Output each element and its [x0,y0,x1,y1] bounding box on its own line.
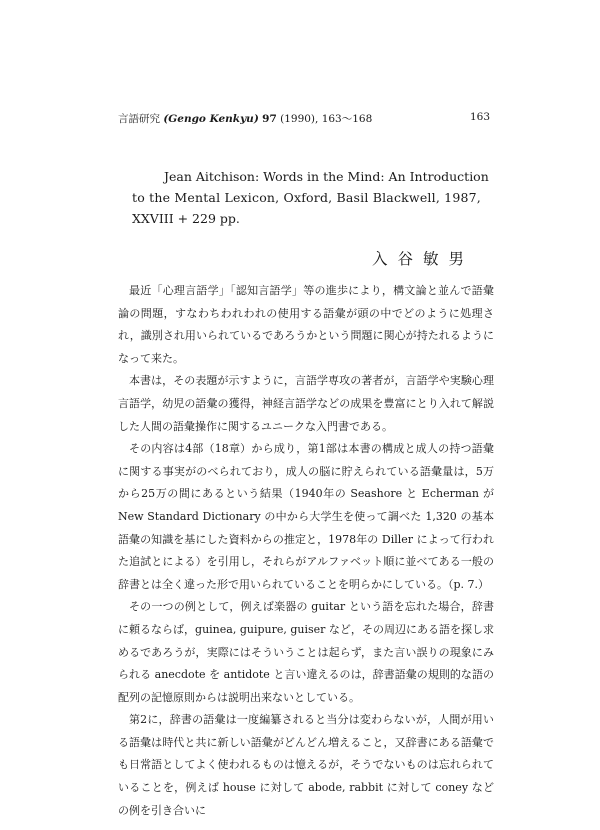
page-number: 163 [469,111,490,123]
journal-name-roman: (Gengo Kenkyu) [163,113,259,125]
paragraph: 最近「心理言語学」「認知言語学」等の進歩により，構文論と並んで語彙論の問題，すなわちわれわれの使用する語彙が頭の中でどのように処理され，識別され用いられているであろうかという問題に関心が持たれるようになって来た。 [118,284,494,365]
reviewer-name: 入谷敏男 [372,250,475,268]
paragraph: 本書は，その表題が示すように，言語学専攻の著者が，言語学や実験心理言語学，幼児の語彙の獲得，神経言語学などの成果を豊富にとり入れて解説した人間の語彙操作に関するユニークな入門書である。 [118,374,494,433]
volume-number: 97 [262,113,277,125]
paragraph: その内容は4部（18章）から成り，第1部は本書の構成と成人の持つ語彙に関する事実がのべられており，成人の脳に貯えられている語彙量は，5万から25万の間にあるという結果（1940年の Seashore と Echerman が New Standard Dictionary の中から大学生を使って調べた 1,320 の基本語彙の知識を基にした資料からの推定と，1978年の Diller によって行われた追試とによる）を引用し，それらがアルファベット順に並べてある一般の辞書とは全く違った形で用いられていることを明らかにしている。（p. 7.） [118,442,494,591]
journal-name-jp: 言語研究 [118,113,160,125]
review-body [118,280,494,822]
year-pages: (1990), 163～168 [280,113,373,125]
running-header [118,111,490,127]
title-line-2: to the Mental Lexicon, Oxford, Basil Blackwell, 1987, [132,190,481,205]
paragraph: 第2に，辞書の語彙は一度編纂されると当分は変わらないが，人間が用いる語彙は時代と共に新しい語彙がどんどん増えること，又辞書にある語彙でも日常語としてよく使われるものは憶えるが，そうでないものは忘れられていることを，例えば house に対して abode, rabbit に対して coney などの例を引き合いに [118,713,494,817]
review-title [132,166,502,229]
paragraph: その一つの例として，例えば楽器の guitar という語を忘れた場合，辞書に頼るならば，guinea, guipure, guiser など，その周辺にある語を探し求めるであろうが，実際にはそういうことは起らず，また言い誤りの現象にみられる anecdote を antidote と言い違えるのは，辞書語彙の規則的な語の配列の記憶原則からは説明出来ないとしている。 [118,600,494,704]
title-line-3: XXVIII + 229 pp. [132,211,240,226]
title-line-1: Jean Aitchison: Words in the Mind: An Introduction [164,169,489,184]
journal-citation [118,111,372,126]
